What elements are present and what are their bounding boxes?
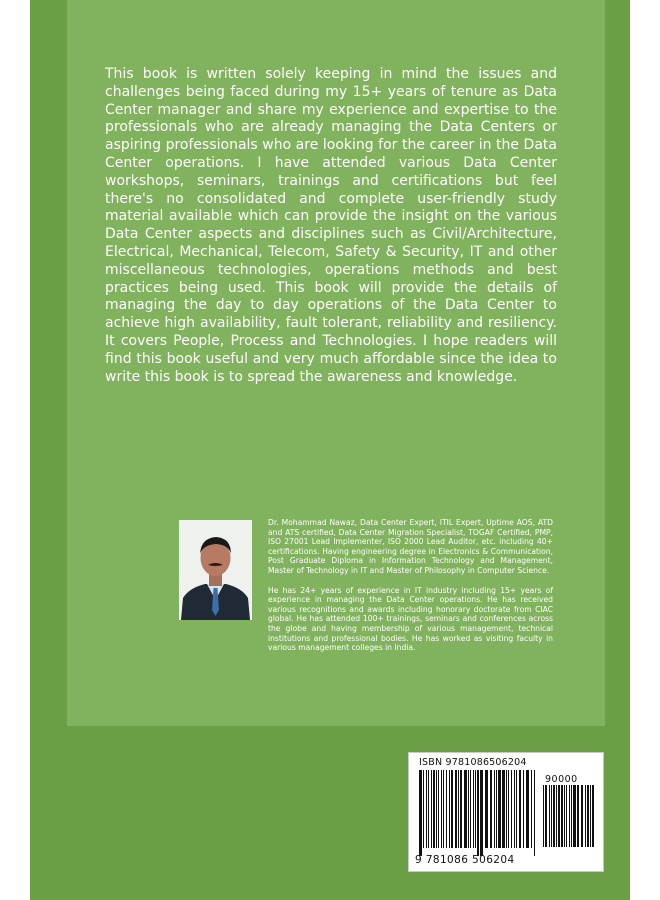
barcode-bar bbox=[581, 785, 583, 847]
barcode-bar bbox=[549, 785, 550, 847]
barcode-bar bbox=[441, 770, 442, 848]
barcode-bar bbox=[519, 770, 521, 848]
isbn-barcode bbox=[408, 752, 604, 872]
barcode-bar bbox=[556, 785, 557, 847]
book-description: This book is written solely keeping in mind the issues and challenges being faced during my 15+ years of tenure as Data Center manager and share my experience and expertise to the professionals who are already managing the Data Centers or aspiring professionals who are looking for the career in the Data Center operations. I have attended various Data Center workshops, seminars, trainings and certifications but feel there's no consolidated and complete user-friendly study material available which can provide the insight on the various Data Center aspects and disciplines such as Civil/Architecture, Electrical, Mechanical, Telecom, Safety & Security, IT and other miscellaneous technologies, operations methods and best practices being used. This book will provide the details of managing the day to day operations of the Data Center to achieve high availability, fault tolerant, reliability and resiliency. It covers People, Process and Technologies. I hope readers will find this book useful and very much affordable since the idea to write this book is to spread the awareness and knowledge. bbox=[105, 66, 557, 385]
isbn-label: ISBN 9781086506204 bbox=[419, 757, 527, 768]
barcode-bar bbox=[423, 770, 424, 848]
barcode-bar bbox=[585, 785, 586, 847]
barcode-bar bbox=[419, 770, 422, 856]
barcode-bar bbox=[564, 785, 565, 847]
barcode-bar bbox=[473, 770, 474, 848]
barcode-bar bbox=[571, 785, 572, 847]
barcode-bar bbox=[511, 770, 512, 848]
barcode-bar bbox=[485, 770, 488, 848]
barcode-bar bbox=[460, 770, 462, 848]
author-bio-paragraph-1: Dr. Mohammad Nawaz, Data Center Expert, ITIL Expert, Uptime AOS, ATD and ATS certified, Data Center Migration Specialist, TOGAF Certified, PMP, ISO 27001 Lead Implementer, ISO 2000 Lead Auditor, etc. including 40+ certifications. Having engineering degree in Electronics & Communication, Post Graduate Diploma in Information Technology and Management, Master of Technology in IT and Master of Philosophy in Computer Science. bbox=[268, 518, 553, 575]
barcode-bar bbox=[455, 770, 457, 848]
isbn-digits: 9 781086 506204 bbox=[415, 854, 515, 866]
barcode-bar bbox=[577, 785, 579, 847]
barcode-bar bbox=[526, 770, 529, 848]
barcode-bar bbox=[587, 785, 589, 847]
barcode-bar bbox=[451, 770, 453, 848]
barcode-bar bbox=[494, 770, 495, 848]
barcode-bar bbox=[433, 770, 435, 848]
barcode-bar bbox=[446, 770, 447, 848]
barcode-bar bbox=[506, 770, 507, 848]
barcode-bar bbox=[426, 770, 427, 848]
barcode-bar bbox=[502, 770, 505, 848]
barcode-bar bbox=[558, 785, 560, 847]
barcode-bar bbox=[508, 770, 509, 848]
barcode-bar bbox=[592, 785, 594, 847]
barcode-bar bbox=[551, 785, 552, 847]
barcode-bar bbox=[531, 770, 532, 848]
barcode-bar bbox=[438, 770, 439, 848]
barcode-bar bbox=[490, 770, 492, 848]
author-photo bbox=[179, 520, 252, 620]
barcode-bar bbox=[443, 770, 444, 848]
barcode-addon-bars bbox=[543, 785, 595, 855]
barcode-bar bbox=[566, 785, 567, 847]
barcode-bar bbox=[464, 770, 467, 848]
barcode-bar bbox=[523, 770, 524, 848]
barcode-bar bbox=[553, 785, 555, 847]
author-bio-paragraph-2: He has 24+ years of experience in IT industry including 15+ years of experience in managing the Data Center operations. He has received various recognitions and awards including honorary doctorate from CIAC global. He has attended 100+ trainings, seminars and conferences across the globe and having membership of various management, technical institutions and professional bodies. He has worked as visiting faculty in various management colleges in India. bbox=[268, 585, 553, 653]
barcode-bar bbox=[496, 770, 497, 848]
barcode-bars bbox=[419, 770, 537, 856]
barcode-bar bbox=[590, 785, 591, 847]
barcode-bar bbox=[543, 785, 544, 847]
author-bio bbox=[268, 518, 553, 663]
barcode-bar bbox=[545, 785, 547, 847]
barcode-bar bbox=[514, 770, 515, 848]
barcode-bar bbox=[561, 785, 563, 847]
price-code: 90000 bbox=[545, 774, 578, 785]
author-portrait-icon bbox=[179, 520, 252, 620]
barcode-bar bbox=[468, 770, 469, 848]
barcode-bar bbox=[477, 770, 479, 856]
barcode-bar bbox=[428, 770, 429, 848]
barcode-bar bbox=[569, 785, 570, 847]
barcode-bar bbox=[458, 770, 459, 848]
barcode-bar bbox=[516, 770, 517, 848]
barcode-bar bbox=[534, 770, 535, 856]
barcode-bar bbox=[449, 770, 450, 848]
barcode-bar bbox=[480, 770, 483, 856]
barcode-bar bbox=[475, 770, 476, 848]
barcode-bar bbox=[470, 770, 471, 848]
barcode-bar bbox=[431, 770, 432, 848]
barcode-bar bbox=[436, 770, 437, 848]
barcode-bar bbox=[573, 785, 576, 847]
barcode-bar bbox=[498, 770, 501, 848]
